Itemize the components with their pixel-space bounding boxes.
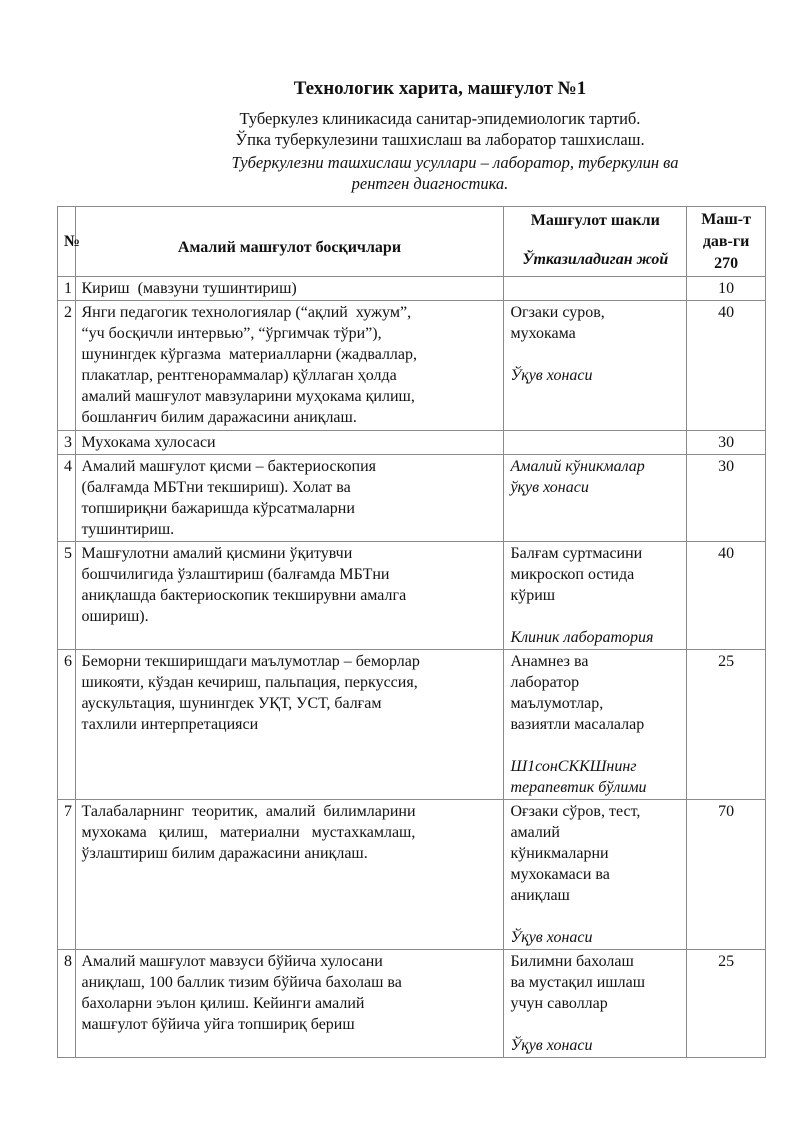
header-time-line-3: 270 [714,255,739,272]
subtitle-line-1: Туберкулез клиникасида санитар-эпидемиологик тартиб. [239,109,641,128]
stage-text-line: аниқлашда бактериоскопик текширувни амалга [81,587,407,604]
form-text-line: маълумотлар, [510,695,604,712]
row-num: 8 [58,950,76,1058]
stage-text-line: Амалий машғулот мавзуси бўйича хулосани [81,953,383,970]
header-stages: Амалий машғулот босқичлари [75,207,504,277]
spacer [510,735,680,756]
stage-text-line: Машғулотни амалий қисмини ўқитувчи [81,545,353,562]
header-time [687,207,766,277]
subtitle-line-3: Туберкулезни ташхислаш усуллари – лаборатор, туберкулин ва [231,153,679,172]
row-form [504,301,687,431]
form-text-line: Анамнез ва [510,653,589,670]
row-num: 2 [58,301,76,431]
stage-text-line: бахоларни эълон қилиш. Кейинги амалий [81,995,365,1012]
stage-text-line: аускультация, шунингдек УҚТ, УСТ, балғам [81,695,382,712]
stage-text-line: машғулот бўйича уйга топшириқ бериш [81,1016,355,1033]
location-text: Клиник лаборатория [510,629,654,646]
header-time-line-2: дав-ги [702,233,750,250]
technology-map-table [57,206,766,1058]
page-title: Технологик харита, машғулот №1 [293,78,587,99]
form-text-line: Огзаки суров, [510,304,605,321]
stage-text-line: ошириш). [81,608,149,625]
table-row [58,800,766,950]
header-form-label: Машғулот шакли [530,212,660,229]
stage-text-line: топшириқни бажаришда кўрсатмаларни [81,500,355,517]
stage-text-line: Янги педагогик технологиялар (“ақлий хужум”, [81,304,412,321]
location-text: Ўқув хонаси [510,1037,593,1054]
stage-text-line: Мухокама хулосаси [81,434,216,451]
row-form [504,431,687,455]
form-text-line: лаборатор [510,674,580,691]
row-stage [75,542,504,650]
table-row [58,301,766,431]
form-text-line: амалий [510,824,560,841]
spacer [510,606,680,627]
stage-text-line: мухокама қилиш, материални мустахкамлаш, [81,824,416,841]
table-row [58,650,766,800]
stage-text-line: Кириш (мавзуни тушинтириш) [81,280,297,297]
subtitle-line-2: Ўпка туберкулезини ташхислаш ва лаборатор ташхислаш. [235,130,645,149]
spacer [510,1014,680,1035]
row-stage [75,650,504,800]
header-time-line-1: Маш-т [701,211,751,228]
header-form [504,207,687,277]
form-text-line: кўникмаларни [510,845,609,862]
form-text-line: микроскоп остида [510,566,635,583]
row-num: 5 [58,542,76,650]
row-num: 3 [58,431,76,455]
spacer [510,344,680,365]
row-stage [75,431,504,455]
stage-text-line: бошчилигида ўзлаштириш (балғамда МБТни [81,566,390,583]
row-time: 70 [687,800,766,950]
row-stage [75,950,504,1058]
spacer [510,906,680,927]
table-row [58,455,766,542]
row-stage [75,455,504,542]
row-time: 40 [687,542,766,650]
location-text-line: терапевтик бўлими [510,779,647,796]
row-num: 6 [58,650,76,800]
row-form [504,650,687,800]
form-text-line: учун саволлар [510,995,608,1012]
location-text-line: Амалий кўникмалар [510,458,645,475]
row-form [504,542,687,650]
row-stage [75,301,504,431]
row-stage [75,277,504,301]
form-text-line: аниқлаш [510,887,570,904]
location-text-line: ўқув хонаси [510,479,589,496]
form-text-line: Билимни бахолаш [510,953,634,970]
table-header-row [58,207,766,277]
subtitle-line-4: рентген диагностика. [351,174,509,193]
stage-text-line: плакатлар, рентгенораммалар) қўллаган ҳолда [81,367,397,384]
row-time: 10 [687,277,766,301]
row-form [504,800,687,950]
row-form [504,455,687,542]
form-text-line: вазиятли масалалар [510,716,645,733]
form-text-line: мухокамаси ва [510,866,610,883]
row-time: 40 [687,301,766,431]
stage-text-line: аниқлаш, 100 баллик тизим бўйича бахолаш ва [81,974,402,991]
table-row [58,542,766,650]
form-text-line: кўриш [510,587,556,604]
row-form [504,950,687,1058]
row-time: 30 [687,455,766,542]
stage-text-line: амалий машғулот мавзуларини муҳокама қилиш, [81,388,415,405]
table-row [58,277,766,301]
stage-text-line: “уч босқичли интервью”, “ўргимчак тўри”), [81,325,382,342]
row-time: 25 [687,950,766,1058]
row-num: 1 [58,277,76,301]
stage-text-line: ўзлаштириш билим даражасини аниқлаш. [81,845,368,862]
location-text: Ўқув хонаси [510,929,593,946]
stage-text-line: бошланғич билим даражасини аниқлаш. [81,409,357,426]
row-stage [75,800,504,950]
header-location-label: Ўтказиладиган жой [522,251,669,268]
stage-text-line: тушинтириш. [81,521,175,538]
stage-text-line: шикояти, кўздан кечириш, пальпация, перкуссия, [81,674,418,691]
stage-text-line: (балғамда МБТни текшириш). Холат ва [81,479,351,496]
form-text-line: Балғам суртмасини [510,545,643,562]
row-time: 30 [687,431,766,455]
form-text-line: мухокама [510,325,576,342]
location-text: Ўқув хонаси [510,367,593,384]
table-row [58,431,766,455]
table-row [58,950,766,1058]
row-time: 25 [687,650,766,800]
stage-text-line: шунингдек кўргазма материалларни (жадваллар, [81,346,418,363]
location-text-line: Ш1сонСККШнинг [510,758,637,775]
form-text-line: ва мустақил ишлаш [510,974,646,991]
header-num: № [58,207,76,277]
stage-text-line: Амалий машғулот қисми – бактериоскопия [81,458,377,475]
stage-text-line: Беморни текширишдаги маълумотлар – беморлар [81,653,420,670]
stage-text-line: тахлили интерпретацияси [81,716,259,733]
row-num: 4 [58,455,76,542]
row-form [504,277,687,301]
stage-text-line: Талабаларнинг теоритик, амалий билимларини [81,803,416,820]
form-text-line: Оғзаки сўров, тест, [510,803,641,820]
row-num: 7 [58,800,76,950]
